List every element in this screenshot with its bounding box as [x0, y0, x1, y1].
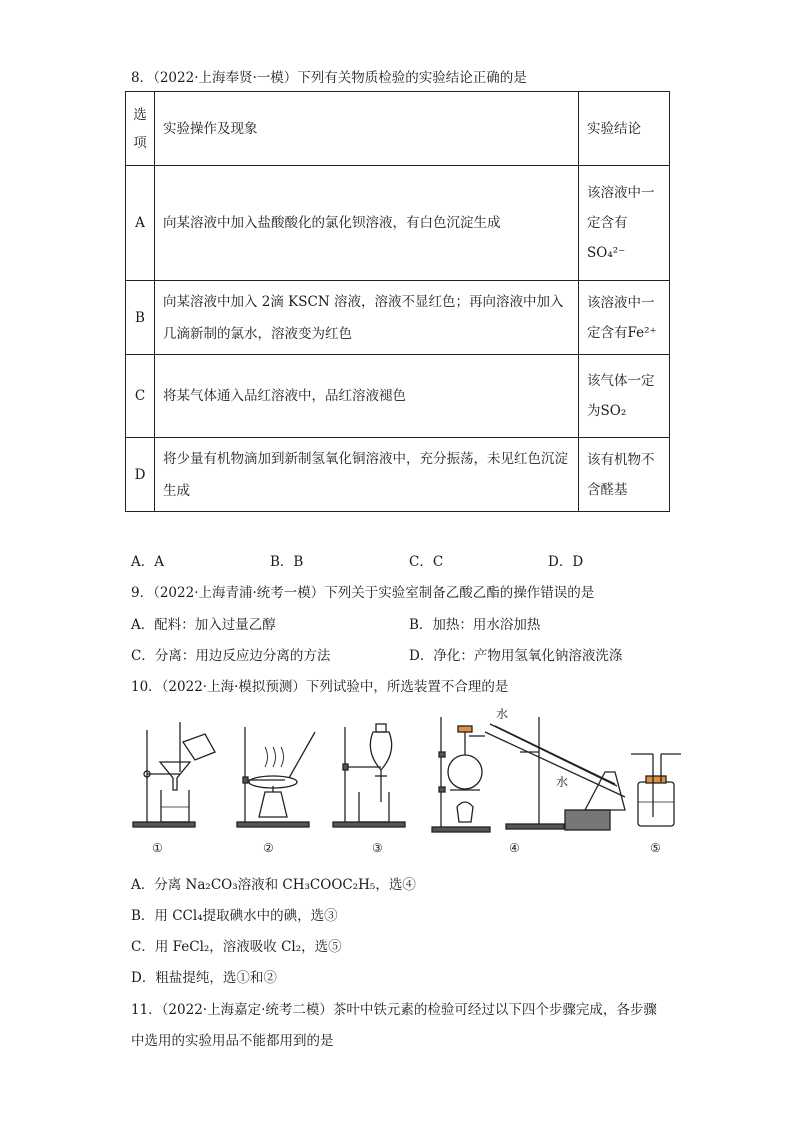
q9-stem: 9．（2022·上海青浦·统考一模）下列关于实验室制备乙酸乙酯的操作错误的是 [131, 585, 595, 601]
row-conclusion: 该有机物不含醛基 [579, 438, 670, 512]
q9-choice-c: C．分离：用边反应边分离的方法 [131, 648, 331, 664]
table-header-row [126, 92, 670, 166]
row-conclusion: 该溶液中一定含有Fe²⁺ [579, 281, 670, 355]
caption-2: ② [263, 841, 274, 855]
q8-choice-b: B．B [270, 554, 304, 570]
water-out-label: 水 [496, 707, 509, 721]
row-operation: 将某气体通入品红溶液中，品红溶液褪色 [155, 355, 579, 438]
q11-stem-line2: 中选用的实验用品不能都用到的是 [131, 1033, 334, 1049]
row-operation: 向某溶液中加入盐酸酸化的氯化钡溶液，有白色沉淀生成 [155, 166, 579, 281]
q8-choice-c: C．C [409, 554, 444, 570]
distillation-apparatus-icon [432, 717, 625, 832]
row-conclusion: 该溶液中一定含有SO₄²⁻ [579, 166, 670, 281]
caption-1: ① [152, 841, 163, 855]
row-option: D [126, 438, 155, 512]
row-option: B [126, 281, 155, 355]
table-row [126, 166, 670, 281]
q8-table [125, 91, 670, 512]
apparatus-figure [125, 712, 695, 837]
q10-choice-a: A．分离 Na₂CO₃溶液和 CH₃COOC₂H₅，选④ [131, 877, 416, 893]
row-operation: 向某溶液中加入 2滴 KSCN 溶液，溶液不显红色；再向溶液中加入几滴新制的氯水，溶液变为红色 [155, 281, 579, 355]
table-row [126, 281, 670, 355]
q10-choice-c: C．用 FeCl₂，溶液吸收 Cl₂，选⑤ [131, 939, 342, 955]
header-conclusion: 实验结论 [579, 92, 670, 166]
q10-choice-b: B．用 CCl₄提取碘水中的碘，选③ [131, 908, 338, 924]
row-operation: 将少量有机物滴加到新制氢氧化铜溶液中，充分振荡，未见红色沉淀生成 [155, 438, 579, 512]
caption-3: ③ [372, 841, 383, 855]
table-row [126, 438, 670, 512]
caption-5: ⑤ [650, 841, 661, 855]
q8-choice-a: A．A [131, 554, 164, 570]
q10-stem: 10．（2022·上海·模拟预测）下列试验中，所选装置不合理的是 [131, 679, 509, 695]
q8-stem: 8．（2022·上海奉贤·一模）下列有关物质检验的实验结论正确的是 [131, 70, 527, 86]
q9-choice-a: A．配料：加入过量乙醇 [131, 617, 276, 633]
caption-4: ④ [509, 841, 520, 855]
gas-washing-bottle-icon [631, 754, 681, 826]
header-operation: 实验操作及现象 [155, 92, 579, 166]
filtration-apparatus-icon [133, 722, 215, 827]
evaporation-apparatus-icon [237, 727, 315, 827]
separatory-funnel-icon [333, 724, 405, 827]
water-in-label: 水 [556, 775, 569, 789]
q9-choice-d: D．净化：产物用氢氧化钠溶液洗涤 [409, 648, 623, 664]
q10-choice-d: D．粗盐提纯，选①和② [131, 970, 277, 986]
row-conclusion: 该气体一定为SO₂ [579, 355, 670, 438]
q9-choice-b: B．加热：用水浴加热 [409, 617, 541, 633]
header-option: 选项 [126, 92, 155, 166]
table-row [126, 355, 670, 438]
row-option: A [126, 166, 155, 281]
q8-choice-d: D．D [548, 554, 584, 570]
q11-stem-line1: 11．（2022·上海嘉定·统考二模）茶叶中铁元素的检验可经过以下四个步骤完成，各步骤 [131, 1002, 657, 1018]
row-option: C [126, 355, 155, 438]
